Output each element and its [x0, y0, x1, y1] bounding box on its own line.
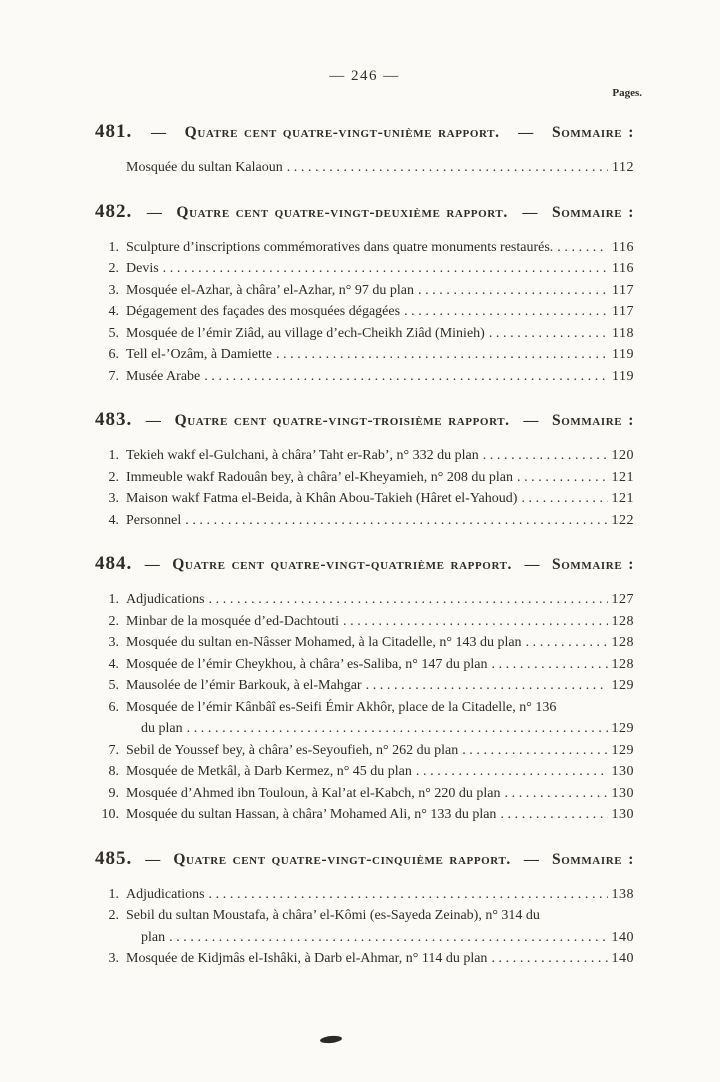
- heading-dash: —: [150, 125, 166, 141]
- heading-dash: —: [145, 413, 161, 429]
- dot-leader: [479, 445, 608, 467]
- item-text: Mosquée d’Ahmed ibn Touloun, à Kal’at el-Kabch, n° 220 du plan: [126, 785, 501, 801]
- item-text: Tekieh wakf el-Gulchani, à châra’ Taht er-Rab’, n° 332 du plan: [126, 448, 479, 463]
- heading-dash: —: [523, 413, 539, 429]
- toc-item: [95, 280, 634, 302]
- section-items: [95, 589, 634, 826]
- section-title: Quatre cent quatre-vingt-quatrième rapport.: [172, 556, 513, 573]
- item-text: Immeuble wakf Radouân bey, à châra’ el-Kheyamieh, n° 208 du plan: [126, 469, 513, 485]
- item-page: 121: [611, 491, 634, 506]
- section-heading: [95, 121, 634, 143]
- section-title: Quatre cent quatre-vingt-cinquième rapport.: [173, 850, 511, 868]
- dot-leader: [513, 467, 608, 489]
- heading-dash: —: [518, 125, 534, 141]
- toc-item: [95, 761, 634, 783]
- item-text: Dégagement des façades des mosquées dégagées: [126, 304, 401, 319]
- toc-item-line: [95, 884, 634, 906]
- item-number: 6.: [108, 347, 119, 362]
- dot-leader: [496, 804, 607, 826]
- item-page: 118: [612, 325, 634, 341]
- toc-item-line: [95, 157, 634, 179]
- dot-leader: [181, 510, 607, 532]
- toc-item-line: [95, 488, 634, 510]
- toc-sections: [95, 121, 634, 970]
- item-continuation: [95, 718, 634, 740]
- item-page: 130: [611, 764, 634, 779]
- report-section: [95, 201, 634, 388]
- dot-leader: [487, 948, 607, 970]
- toc-item: [95, 611, 634, 633]
- toc-item-line: [95, 740, 634, 762]
- item-text: Sebil de Youssef bey, à châra’ es-Seyoufieh, n° 262 du plan: [126, 742, 459, 758]
- item-cont-text: du plan: [141, 721, 183, 736]
- dot-leader: [414, 280, 608, 302]
- toc-item-line: [95, 301, 634, 323]
- dot-leader-cont: [183, 718, 608, 740]
- item-page: 127: [611, 592, 634, 607]
- dot-leader: [339, 611, 607, 633]
- item-number: 2.: [108, 613, 119, 629]
- toc-item: [95, 905, 634, 948]
- item-page: 119: [612, 368, 634, 384]
- section-heading: [95, 409, 634, 431]
- toc-item-line: [95, 589, 634, 611]
- scan-artifact: [320, 1035, 343, 1044]
- dot-leader: [283, 157, 608, 179]
- item-text: Musée Arabe: [126, 368, 201, 384]
- toc-item: [95, 510, 634, 532]
- dot-leader: [362, 675, 608, 697]
- dot-leader: [517, 488, 607, 510]
- dot-leader: [205, 589, 608, 611]
- item-page: 129: [611, 678, 634, 693]
- toc-item: [95, 632, 634, 654]
- section-heading: [95, 201, 634, 223]
- item-number: 1.: [108, 592, 119, 607]
- toc-item-line: [95, 258, 634, 280]
- item-number: 7.: [108, 368, 119, 384]
- section-heading: [95, 848, 634, 870]
- toc-item-line: [95, 445, 634, 467]
- dot-leader: [200, 366, 608, 388]
- item-text: Personnel: [126, 512, 182, 528]
- item-number: 3.: [108, 491, 119, 506]
- item-page-cont: 140: [611, 929, 634, 945]
- toc-item-line: [95, 467, 634, 489]
- toc-item-line: [95, 510, 634, 532]
- toc-item: [95, 344, 634, 366]
- section-sommaire: Sommaire :: [552, 124, 634, 141]
- item-number: 2.: [108, 908, 119, 923]
- toc-item: [95, 884, 634, 906]
- item-page: 117: [612, 282, 634, 298]
- toc-item: [95, 445, 634, 467]
- toc-item: [95, 237, 634, 259]
- heading-dash: —: [523, 851, 539, 868]
- toc-item: [95, 804, 634, 826]
- item-page: 120: [611, 448, 634, 463]
- heading-dash: —: [145, 851, 161, 868]
- toc-item-line: [95, 804, 634, 826]
- item-text: Tell el-’Ozâm, à Damiette: [126, 347, 272, 362]
- toc-item-line: [95, 323, 634, 345]
- section-sommaire: Sommaire :: [551, 412, 634, 429]
- item-page: 128: [611, 635, 634, 650]
- item-number: 5.: [108, 678, 119, 693]
- toc-item: [95, 948, 634, 970]
- toc-item-line: [95, 611, 634, 633]
- item-number: 4.: [108, 304, 119, 319]
- item-number: 5.: [108, 325, 119, 341]
- item-text: Mosquée de Metkâl, à Darb Kermez, n° 45 du plan: [126, 764, 412, 779]
- toc-item-line: [95, 948, 634, 970]
- item-number: 2.: [108, 469, 119, 485]
- toc-item-line: [95, 280, 634, 302]
- item-text: Mosquée de Kidjmâs el-Ishâki, à Darb el-Ahmar, n° 114 du plan: [126, 951, 488, 966]
- dot-leader: [412, 761, 608, 783]
- toc-item: [95, 323, 634, 345]
- dot-leader: [487, 654, 607, 676]
- section-items: [95, 237, 634, 388]
- report-section: [95, 553, 634, 826]
- section-heading: [95, 553, 634, 575]
- item-text: Sculpture d’inscriptions commémoratives dans quatre monuments restaurés.: [126, 239, 554, 255]
- item-text: Maison wakf Fatma el-Beida, à Khân Abou-Takieh (Hâret el-Yahoud): [126, 491, 518, 506]
- section-title: Quatre cent quatre-vingt-unième rapport.: [184, 124, 500, 141]
- section-sommaire: Sommaire :: [551, 850, 634, 868]
- item-number: 2.: [108, 261, 119, 276]
- item-page: 140: [611, 951, 634, 966]
- toc-item-line: [95, 654, 634, 676]
- dot-leader: [400, 301, 608, 323]
- heading-dash: —: [146, 204, 162, 221]
- section-items: [95, 884, 634, 970]
- dot-leader: [501, 783, 608, 805]
- dot-leader: [553, 237, 608, 259]
- item-page: 128: [611, 613, 634, 629]
- item-page: 138: [611, 886, 634, 902]
- item-text: Mosquée el-Azhar, à châra’ el-Azhar, n° 97 du plan: [126, 282, 414, 298]
- toc-item: [95, 589, 634, 611]
- item-number: 1.: [108, 448, 119, 463]
- toc-item-line: [95, 905, 634, 927]
- item-number: 8.: [108, 764, 119, 779]
- item-text: Minbar de la mosquée d’ed-Dachtouti: [126, 613, 340, 629]
- section-number: 481.: [95, 121, 133, 142]
- item-number: 4.: [108, 656, 119, 672]
- item-number: 7.: [108, 742, 119, 758]
- section-sommaire: Sommaire :: [552, 556, 634, 573]
- item-number: 1.: [108, 886, 119, 902]
- section-number: 482.: [95, 200, 133, 222]
- item-number: 10.: [101, 807, 119, 822]
- item-text: Mosquée du sultan Hassan, à châra’ Mohamed Ali, n° 133 du plan: [126, 807, 497, 822]
- item-page: 119: [612, 347, 634, 362]
- item-number: 4.: [108, 512, 119, 528]
- toc-item: [95, 783, 634, 805]
- item-number: 3.: [108, 951, 119, 966]
- dot-leader-cont: [165, 927, 607, 949]
- toc-item: [95, 675, 634, 697]
- toc-item-line: [95, 344, 634, 366]
- item-text: Sebil du sultan Moustafa, à châra’ el-Kômi (es-Sayeda Zeinab), n° 314 du: [126, 908, 540, 923]
- item-page-cont: 129: [611, 721, 634, 736]
- toc-item: [95, 301, 634, 323]
- item-text: Devis: [126, 261, 159, 276]
- toc-item: [95, 366, 634, 388]
- item-text: Mosquée du sultan Kalaoun: [126, 160, 283, 175]
- toc-item: [95, 488, 634, 510]
- report-section: [95, 409, 634, 531]
- section-number: 483.: [95, 409, 133, 430]
- item-text: Adjudications: [126, 592, 205, 607]
- toc-item: [95, 654, 634, 676]
- toc-item-line: [95, 366, 634, 388]
- item-text: Mosquée du sultan en-Nâsser Mohamed, à la Citadelle, n° 143 du plan: [126, 635, 522, 650]
- item-page: 130: [611, 785, 634, 801]
- report-section: [95, 848, 634, 970]
- item-page: 116: [612, 239, 634, 255]
- dot-leader: [485, 323, 608, 345]
- item-text: Mosquée de l’émir Cheykhou, à châra’ es-Saliba, n° 147 du plan: [126, 656, 488, 672]
- page-header: [95, 68, 642, 99]
- toc-item: [95, 258, 634, 280]
- item-number: 3.: [108, 635, 119, 650]
- item-cont-text: plan: [141, 929, 166, 945]
- item-page: 129: [611, 742, 634, 758]
- section-items: [95, 445, 634, 531]
- section-title: Quatre cent quatre-vingt-troisième rapport.: [174, 412, 510, 429]
- dot-leader: [522, 632, 608, 654]
- dot-leader: [159, 258, 608, 280]
- toc-item: [95, 157, 634, 179]
- toc-item: [95, 740, 634, 762]
- section-number: 485.: [95, 847, 133, 869]
- item-page: 116: [612, 261, 634, 276]
- dot-leader: [205, 884, 608, 906]
- item-text: Mausolée de l’émir Barkouk, à el-Mahgar: [126, 678, 362, 693]
- page-number: — 246 —: [329, 68, 400, 84]
- item-page: 128: [611, 656, 634, 672]
- pages-column-label: Pages.: [612, 87, 642, 99]
- report-section: [95, 121, 634, 179]
- toc-item-line: [95, 697, 634, 719]
- item-text: Adjudications: [126, 886, 205, 902]
- dot-leader: [458, 740, 607, 762]
- toc-item-line: [95, 783, 634, 805]
- section-title: Quatre cent quatre-vingt-deuxième rapport.: [176, 203, 508, 221]
- item-page: 122: [611, 512, 634, 528]
- item-text: Mosquée de l’émir Kânbâî es-Seifi Émir Akhôr, place de la Citadelle, n° 136: [126, 699, 557, 715]
- item-continuation: [95, 927, 634, 949]
- item-number: 3.: [108, 282, 119, 298]
- item-number: 1.: [108, 239, 119, 255]
- section-sommaire: Sommaire :: [551, 203, 634, 221]
- section-items: [95, 157, 634, 179]
- item-page: 117: [612, 304, 634, 319]
- item-page: 130: [611, 807, 634, 822]
- item-text: Mosquée de l’émir Ziâd, au village d’ech-Cheikh Ziâd (Minieh): [126, 325, 485, 341]
- toc-item: [95, 467, 634, 489]
- item-number: 6.: [108, 699, 119, 715]
- item-page: 121: [611, 469, 634, 485]
- toc-item-line: [95, 675, 634, 697]
- toc-item-line: [95, 632, 634, 654]
- toc-item: [95, 697, 634, 740]
- item-number: 9.: [108, 785, 119, 801]
- section-number: 484.: [95, 553, 133, 574]
- heading-dash: —: [144, 557, 160, 573]
- heading-dash: —: [522, 204, 538, 221]
- heading-dash: —: [524, 557, 540, 573]
- toc-item-line: [95, 237, 634, 259]
- item-page: 112: [612, 160, 634, 175]
- toc-item-line: [95, 761, 634, 783]
- dot-leader: [272, 344, 608, 366]
